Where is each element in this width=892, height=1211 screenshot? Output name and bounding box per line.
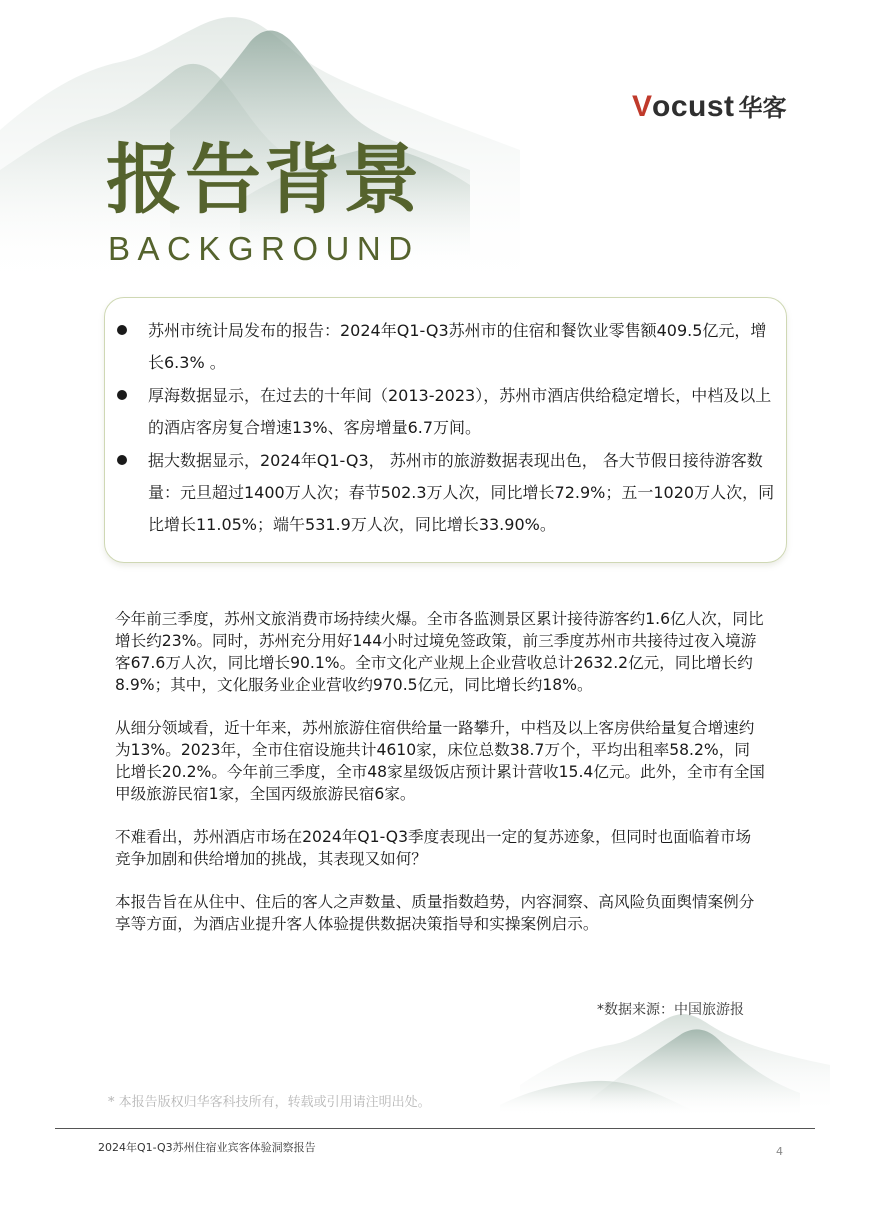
brand-logo [632, 88, 787, 128]
footer-report-title: 2024年Q1-Q3苏州住宿业宾客体验洞察报告 [98, 1141, 316, 1154]
logo-letter-v: V [632, 90, 653, 123]
paragraph: 不难看出，苏州酒店市场在2024年Q1-Q3季度表现出一定的复苏迹象，但同时也面临着市场竞争加剧和供给增加的挑战，其表现又如何？ [115, 828, 752, 868]
page-subtitle: BACKGROUND [108, 230, 420, 267]
page-title: 报告背景 [106, 135, 422, 224]
logo-chinese: 华客 [738, 94, 787, 122]
data-source: *数据来源：中国旅游报 [597, 1002, 744, 1018]
paragraph: 从细分领域看，近十年来，苏州旅游住宿供给量一路攀升，中档及以上客房供给量复合增速约为13%。2023年，全市住宿设施共计4610家，床位总数38.7万个，平均出租率58.2%，同比增长20.2%。今年前三季度，全市48家星级饭店预计累计营收15.4亿元。此外，全市有全国甲级旅游民宿1家，全国丙级旅游民宿6家。 [115, 719, 765, 803]
paragraph: 本报告旨在从住中、住后的客人之声数量、质量指数趋势，内容洞察、高风险负面舆情案例分享等方面，为酒店业提升客人体验提供数据决策指导和实操案例启示。 [115, 893, 755, 933]
footer-divider [55, 1128, 815, 1129]
summary-item-text: 厚海数据显示，在过去的十年间（2013-2023），苏州市酒店供给稳定增长，中档及以上的酒店客房复合增速13%、客房增量6.7万间。 [148, 386, 772, 437]
bullet-icon [117, 325, 127, 335]
paragraph: 今年前三季度，苏州文旅消费市场持续火爆。全市各监测景区累计接待游客约1.6亿人次，同比增长约23%。同时，苏州充分用好144小时过境免签政策，前三季度苏州市共接待过夜入境游客67.6万人次，同比增长90.1%。全市文化产业规上企业营收总计2632.2亿元，同比增长约8.9%；其中，文化服务业企业营收约970.5亿元，同比增长约18%。 [115, 610, 764, 694]
bullet-icon [117, 390, 127, 400]
page-number: 4 [776, 1145, 783, 1158]
summary-item-text: 苏州市统计局发布的报告：2024年Q1-Q3苏州市的住宿和餐饮业零售额409.5亿元，增长6.3% 。 [148, 321, 767, 372]
mountain-illustration-bottom [500, 1005, 830, 1115]
copyright-notice: * 本报告版权归华客科技所有，转载或引用请注明出处。 [108, 1095, 431, 1110]
summary-item-text: 据大数据显示，2024年Q1-Q3， 苏州市的旅游数据表现出色， 各大节假日接待游客数量：元旦超过1400万人次；春节502.3万人次，同比增长72.9%；五一1020万人次，同比增长11.05%；端午531.9万人次，同比增长33.90%。 [148, 451, 775, 534]
logo-wordmark: ocust [652, 90, 735, 123]
summary-box [104, 297, 787, 563]
body-text [115, 608, 765, 956]
bullet-icon [117, 455, 127, 465]
